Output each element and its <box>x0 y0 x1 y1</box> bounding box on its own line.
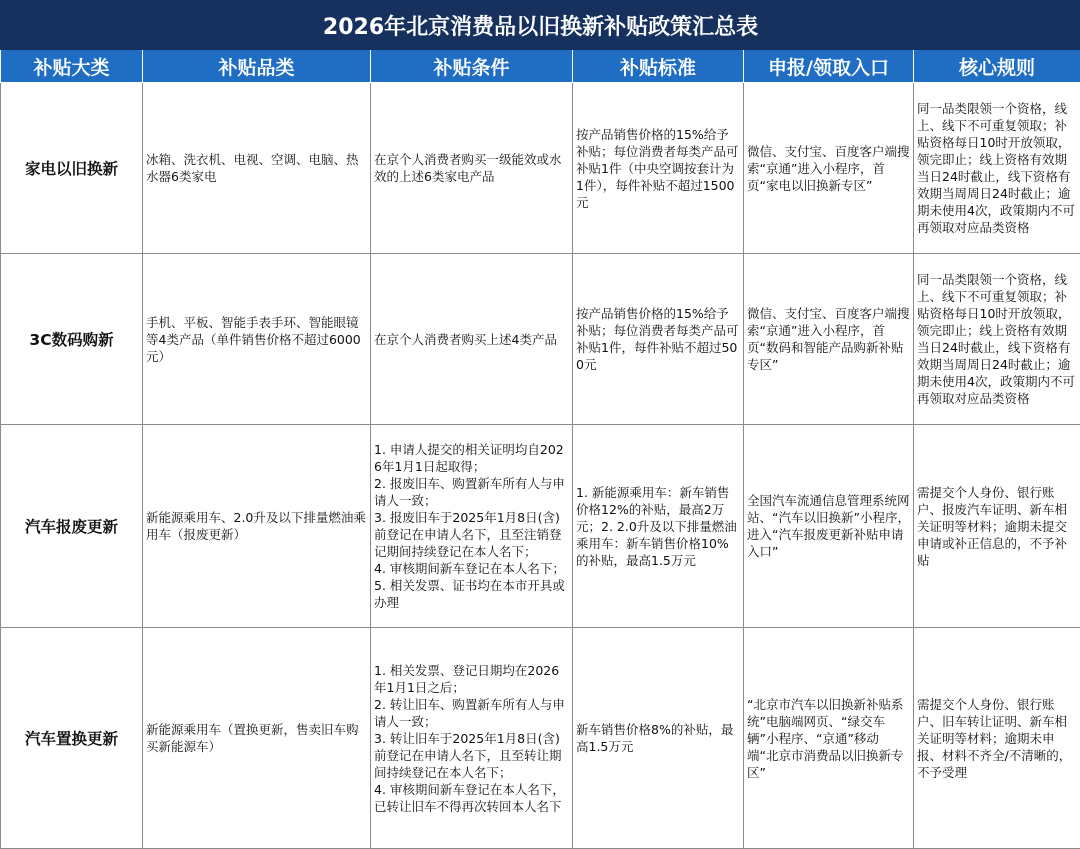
col-header-category: 补贴大类 <box>1 50 143 83</box>
col-header-entry: 申报/领取入口 <box>744 50 914 83</box>
table-row <box>1 83 1080 254</box>
row-items <box>143 83 371 254</box>
table-row <box>1 628 1080 849</box>
condition-line: 3. 报废旧车于2025年1月8日(含)前登记在申请人名下，且至注销登记期间持续登记在本人名下； <box>374 509 569 560</box>
entry-line: “北京市汽车以旧换新补贴系统”电脑端网页、“绿交车辆”小程序、“京通”移动端“北京市消费品以旧换新专区” <box>747 696 910 781</box>
row-category: 汽车报废更新 <box>1 425 143 628</box>
row-standard <box>573 628 744 849</box>
row-rules <box>914 628 1080 849</box>
row-rules <box>914 254 1080 425</box>
items-line: 冰箱、洗衣机、电视、空调、电脑、热水器6类家电 <box>146 151 367 185</box>
standard-line: 新车销售价格8%的补贴，最高1.5万元 <box>576 721 740 755</box>
col-header-rules: 核心规则 <box>914 50 1080 83</box>
table-title: 2026年北京消费品以旧换新补贴政策汇总表 <box>1 1 1080 50</box>
rules-line: 同一品类限领一个资格，线上、线下不可重复领取；补贴资格每日10时开放领取，领完即止；线上资格有效期当日24时截止，线下资格有效期当周周日24时截止；逾期未使用4次，政策期内不可再领取对应品类资格 <box>917 100 1077 236</box>
row-conditions <box>371 628 573 849</box>
row-conditions <box>371 425 573 628</box>
col-header-standard: 补贴标准 <box>573 50 744 83</box>
rules-line: 同一品类限领一个资格，线上、线下不可重复领取；补贴资格每日10时开放领取，领完即止；线上资格有效期当日24时截止，线下资格有效期当周周日24时截止；逾期未使用4次，政策期内不可再领取对应品类资格 <box>917 271 1077 407</box>
row-category: 汽车置换更新 <box>1 628 143 849</box>
condition-line: 1. 申请人提交的相关证明均自2026年1月1日起取得； <box>374 441 569 475</box>
row-entry <box>744 425 914 628</box>
row-category: 3C数码购新 <box>1 254 143 425</box>
col-header-conditions: 补贴条件 <box>371 50 573 83</box>
col-header-items: 补贴品类 <box>143 50 371 83</box>
row-standard <box>573 83 744 254</box>
condition-line: 1. 相关发票、登记日期均在2026年1月1日之后； <box>374 662 569 696</box>
row-conditions <box>371 254 573 425</box>
row-rules <box>914 425 1080 628</box>
standard-line: 按产品销售价格的15%给予补贴；每位消费者每类产品可补贴1件（中央空调按套计为1件），每件补贴不超过1500元 <box>576 126 740 211</box>
entry-line: 微信、支付宝、百度客户端搜索“京通”进入小程序，首页“家电以旧换新专区” <box>747 143 910 194</box>
table-row <box>1 425 1080 628</box>
row-entry <box>744 254 914 425</box>
items-line: 新能源乘用车、2.0升及以下排量燃油乘用车（报废更新） <box>146 509 367 543</box>
condition-line: 2. 报废旧车、购置新车所有人与申请人一致； <box>374 475 569 509</box>
items-line: 新能源乘用车（置换更新，售卖旧车购买新能源车） <box>146 721 367 755</box>
standard-line: 按产品销售价格的15%给予补贴；每位消费者每类产品可补贴1件，每件补贴不超过500元 <box>576 305 740 373</box>
rules-line: 需提交个人身份、银行账户、旧车转让证明、新车相关证明等材料；逾期未申报、材料不齐全/不清晰的，不予受理 <box>917 696 1077 781</box>
row-standard <box>573 254 744 425</box>
header-row <box>1 50 1080 83</box>
row-category: 家电以旧换新 <box>1 83 143 254</box>
condition-line: 4. 审核期间新车登记在本人名下；5. 相关发票、证书均在本市开具或办理 <box>374 560 569 611</box>
condition-line: 3. 转让旧车于2025年1月8日(含)前登记在申请人名下，且至转让期间持续登记在本人名下； <box>374 730 569 781</box>
row-conditions <box>371 83 573 254</box>
row-standard <box>573 425 744 628</box>
condition-line: 在京个人消费者购买上述4类产品 <box>374 331 569 348</box>
entry-line: 全国汽车流通信息管理系统网站、“汽车以旧换新”小程序，进入“汽车报废更新补贴申请入口” <box>747 492 910 560</box>
table-row <box>1 254 1080 425</box>
items-line: 手机、平板、智能手表手环、智能眼镜等4类产品（单件销售价格不超过6000元） <box>146 314 367 365</box>
row-items <box>143 425 371 628</box>
row-entry <box>744 83 914 254</box>
row-items <box>143 254 371 425</box>
entry-line: 微信、支付宝、百度客户端搜索“京通”进入小程序，首页“数码和智能产品购新补贴专区” <box>747 305 910 373</box>
row-items <box>143 628 371 849</box>
rules-line: 需提交个人身份、银行账户、报废汽车证明、新车相关证明等材料；逾期未提交申请或补正信息的，不予补贴 <box>917 484 1077 569</box>
row-entry <box>744 628 914 849</box>
row-rules <box>914 83 1080 254</box>
condition-line: 在京个人消费者购买一级能效或水效的上述6类家电产品 <box>374 151 569 185</box>
condition-line: 4. 审核期间新车登记在本人名下，已转让旧车不得再次转回本人名下 <box>374 781 569 815</box>
condition-line: 2. 转让旧车、购置新车所有人与申请人一致； <box>374 696 569 730</box>
standard-line: 1. 新能源乘用车：新车销售价格12%的补贴，最高2万元；2. 2.0升及以下排量燃油乘用车：新车销售价格10%的补贴，最高1.5万元 <box>576 484 740 569</box>
